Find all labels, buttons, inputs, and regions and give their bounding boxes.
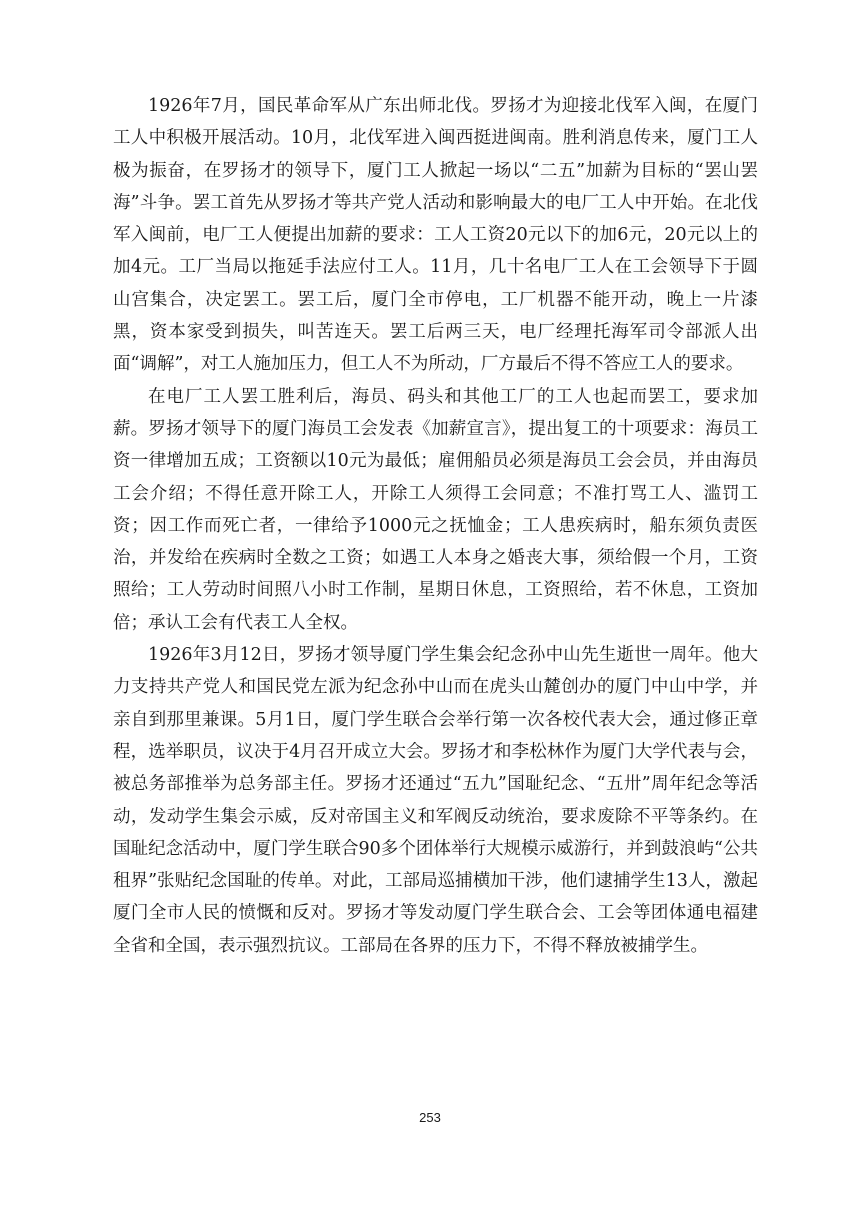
document-body [113,90,758,962]
paragraph-student-movement: 1926年3月12日，罗扬才领导厦门学生集会纪念孙中山先生逝世一周年。他大力支持共产党人和国民党左派为纪念孙中山而在虎头山麓创办的厦门中山中学，并亲自到那里兼课。5月1日，厦门学生联合会举行第一次各校代表大会，通过修正章程，选举职员，议决于4月召开成立大会。罗扬才和李松林作为厦门大学代表与会，被总务部推举为总务部主任。罗扬才还通过“五九”国耻纪念、“五卅”周年纪念等活动，发动学生集会示威，反对帝国主义和军阀反动统治，要求废除不平等条约。在国耻纪念活动中，厦门学生联合90多个团体举行大规模示威游行，并到鼓浪屿“公共租界”张贴纪念国耻的传单。对此，工部局巡捕横加干涉，他们逮捕学生13人，激起厦门全市人民的愤慨和反对。罗扬才等发动厦门学生联合会、工会等团体通电福建全省和全国，表示强烈抗议。工部局在各界的压力下，不得不释放被捕学生。 [113,645,758,956]
paragraph-northern-expedition-strike: 1926年7月，国民革命军从广东出师北伐。罗扬才为迎接北伐军入闽，在厦门工人中积极开展活动。10月，北伐军进入闽西挺进闽南。胜利消息传来，厦门工人极为振奋，在罗扬才的领导下，厦门工人掀起一场以“二五”加薪为目标的“罢山罢海”斗争。罢工首先从罗扬才等共产党人活动和影响最大的电厂工人中开始。在北伐军入闽前，电厂工人便提出加薪的要求：工人工资20元以下的加6元，20元以上的加4元。工厂当局以拖延手法应付工人。11月，几十名电厂工人在工会领导下于圆山宫集合，决定罢工。罢工后，厦门全市停电，工厂机器不能开动，晚上一片漆黑，资本家受到损失，叫苦连天。罢工后两三天，电厂经理托海军司令部派人出面“调解”，对工人施加压力，但工人不为所动，厂方最后不得不答应工人的要求。 [113,96,758,375]
paragraph-seamen-wage-demands: 在电厂工人罢工胜利后，海员、码头和其他工厂的工人也起而罢工，要求加薪。罗扬才领导下的厦门海员工会发表《加薪宣言》，提出复工的十项要求：海员工资一律增加五成；工资额以10元为最低；雇佣船员必须是海员工会会员，并由海员工会介绍；不得任意开除工人，开除工人须得工会同意；不准打骂工人、滥罚工资；因工作而死亡者，一律给予1000元之抚恤金；工人患疾病时，船东须负责医治，并发给在疾病时全数之工资；如遇工人本身之婚丧大事，须给假一个月，工资照给；工人劳动时间照八小时工作制，星期日休息，工资照给，若不休息，工资加倍；承认工会有代表工人全权。 [113,386,758,633]
page-number: 253 [419,1110,441,1125]
